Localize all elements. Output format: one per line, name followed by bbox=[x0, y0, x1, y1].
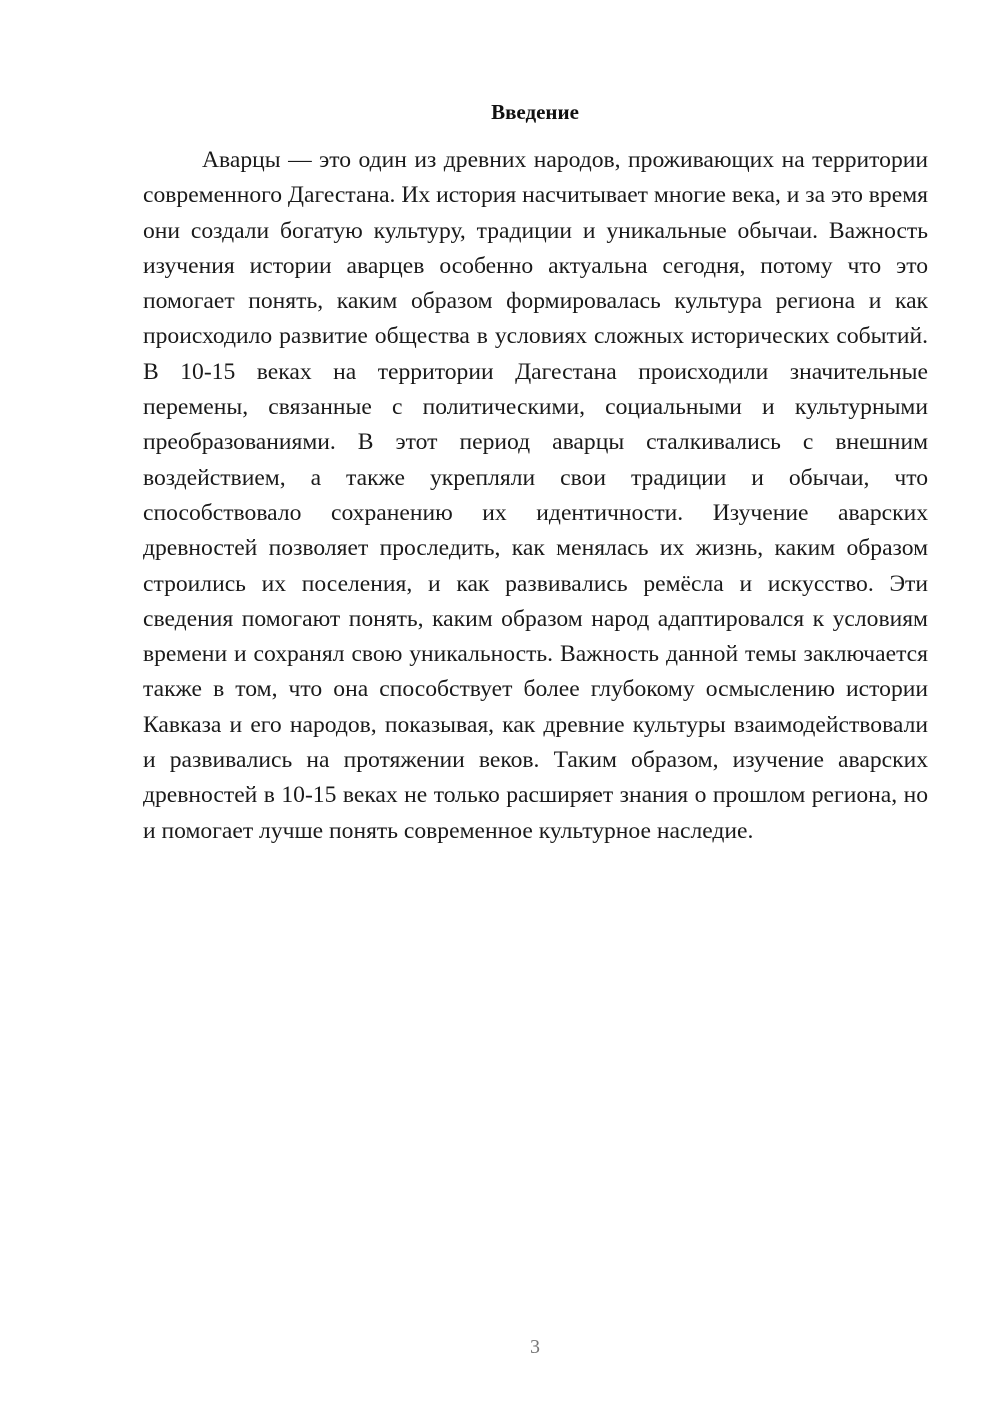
section-heading: Введение bbox=[491, 100, 579, 124]
page-number: 3 bbox=[530, 1336, 540, 1358]
body-paragraph: Аварцы — это один из древних народов, проживающих на территории современного Дагестана. Их история насчитывает многие века, и за это время они создали богатую культуру, традиции и уникальные обычаи. Важность изучения истории аварцев особенно актуальна сегодня, потому что это помогает понять, каким образом формировалась культура региона и как происходило развитие общества в условиях сложных исторических событий. В 10-15 веках на территории Дагестана происходили значительные перемены, связанные с политическими, социальными и культурными преобразованиями. В этот период аварцы сталкивались с внешним воздействием, а также укрепляли свои традиции и обычаи, что способствовало сохранению их идентичности. Изучение аварских древностей позволяет проследить, как менялась их жизнь, каким образом строились их поселения, и как развивались ремёсла и искусство. Эти сведения помогают понять, каким образом народ адаптировался к условиям времени и сохранял свою уникальность. Важность данной темы заключается также в том, что она способствует более глубокому осмыслению истории Кавказа и его народов, показывая, как древние культуры взаимодействовали и развивались на протяжении веков. Таким образом, изучение аварских древностей в 10-15 веках не только расширяет знания о прошлом региона, но и помогает лучше понять современное культурное наследие. bbox=[143, 147, 928, 844]
